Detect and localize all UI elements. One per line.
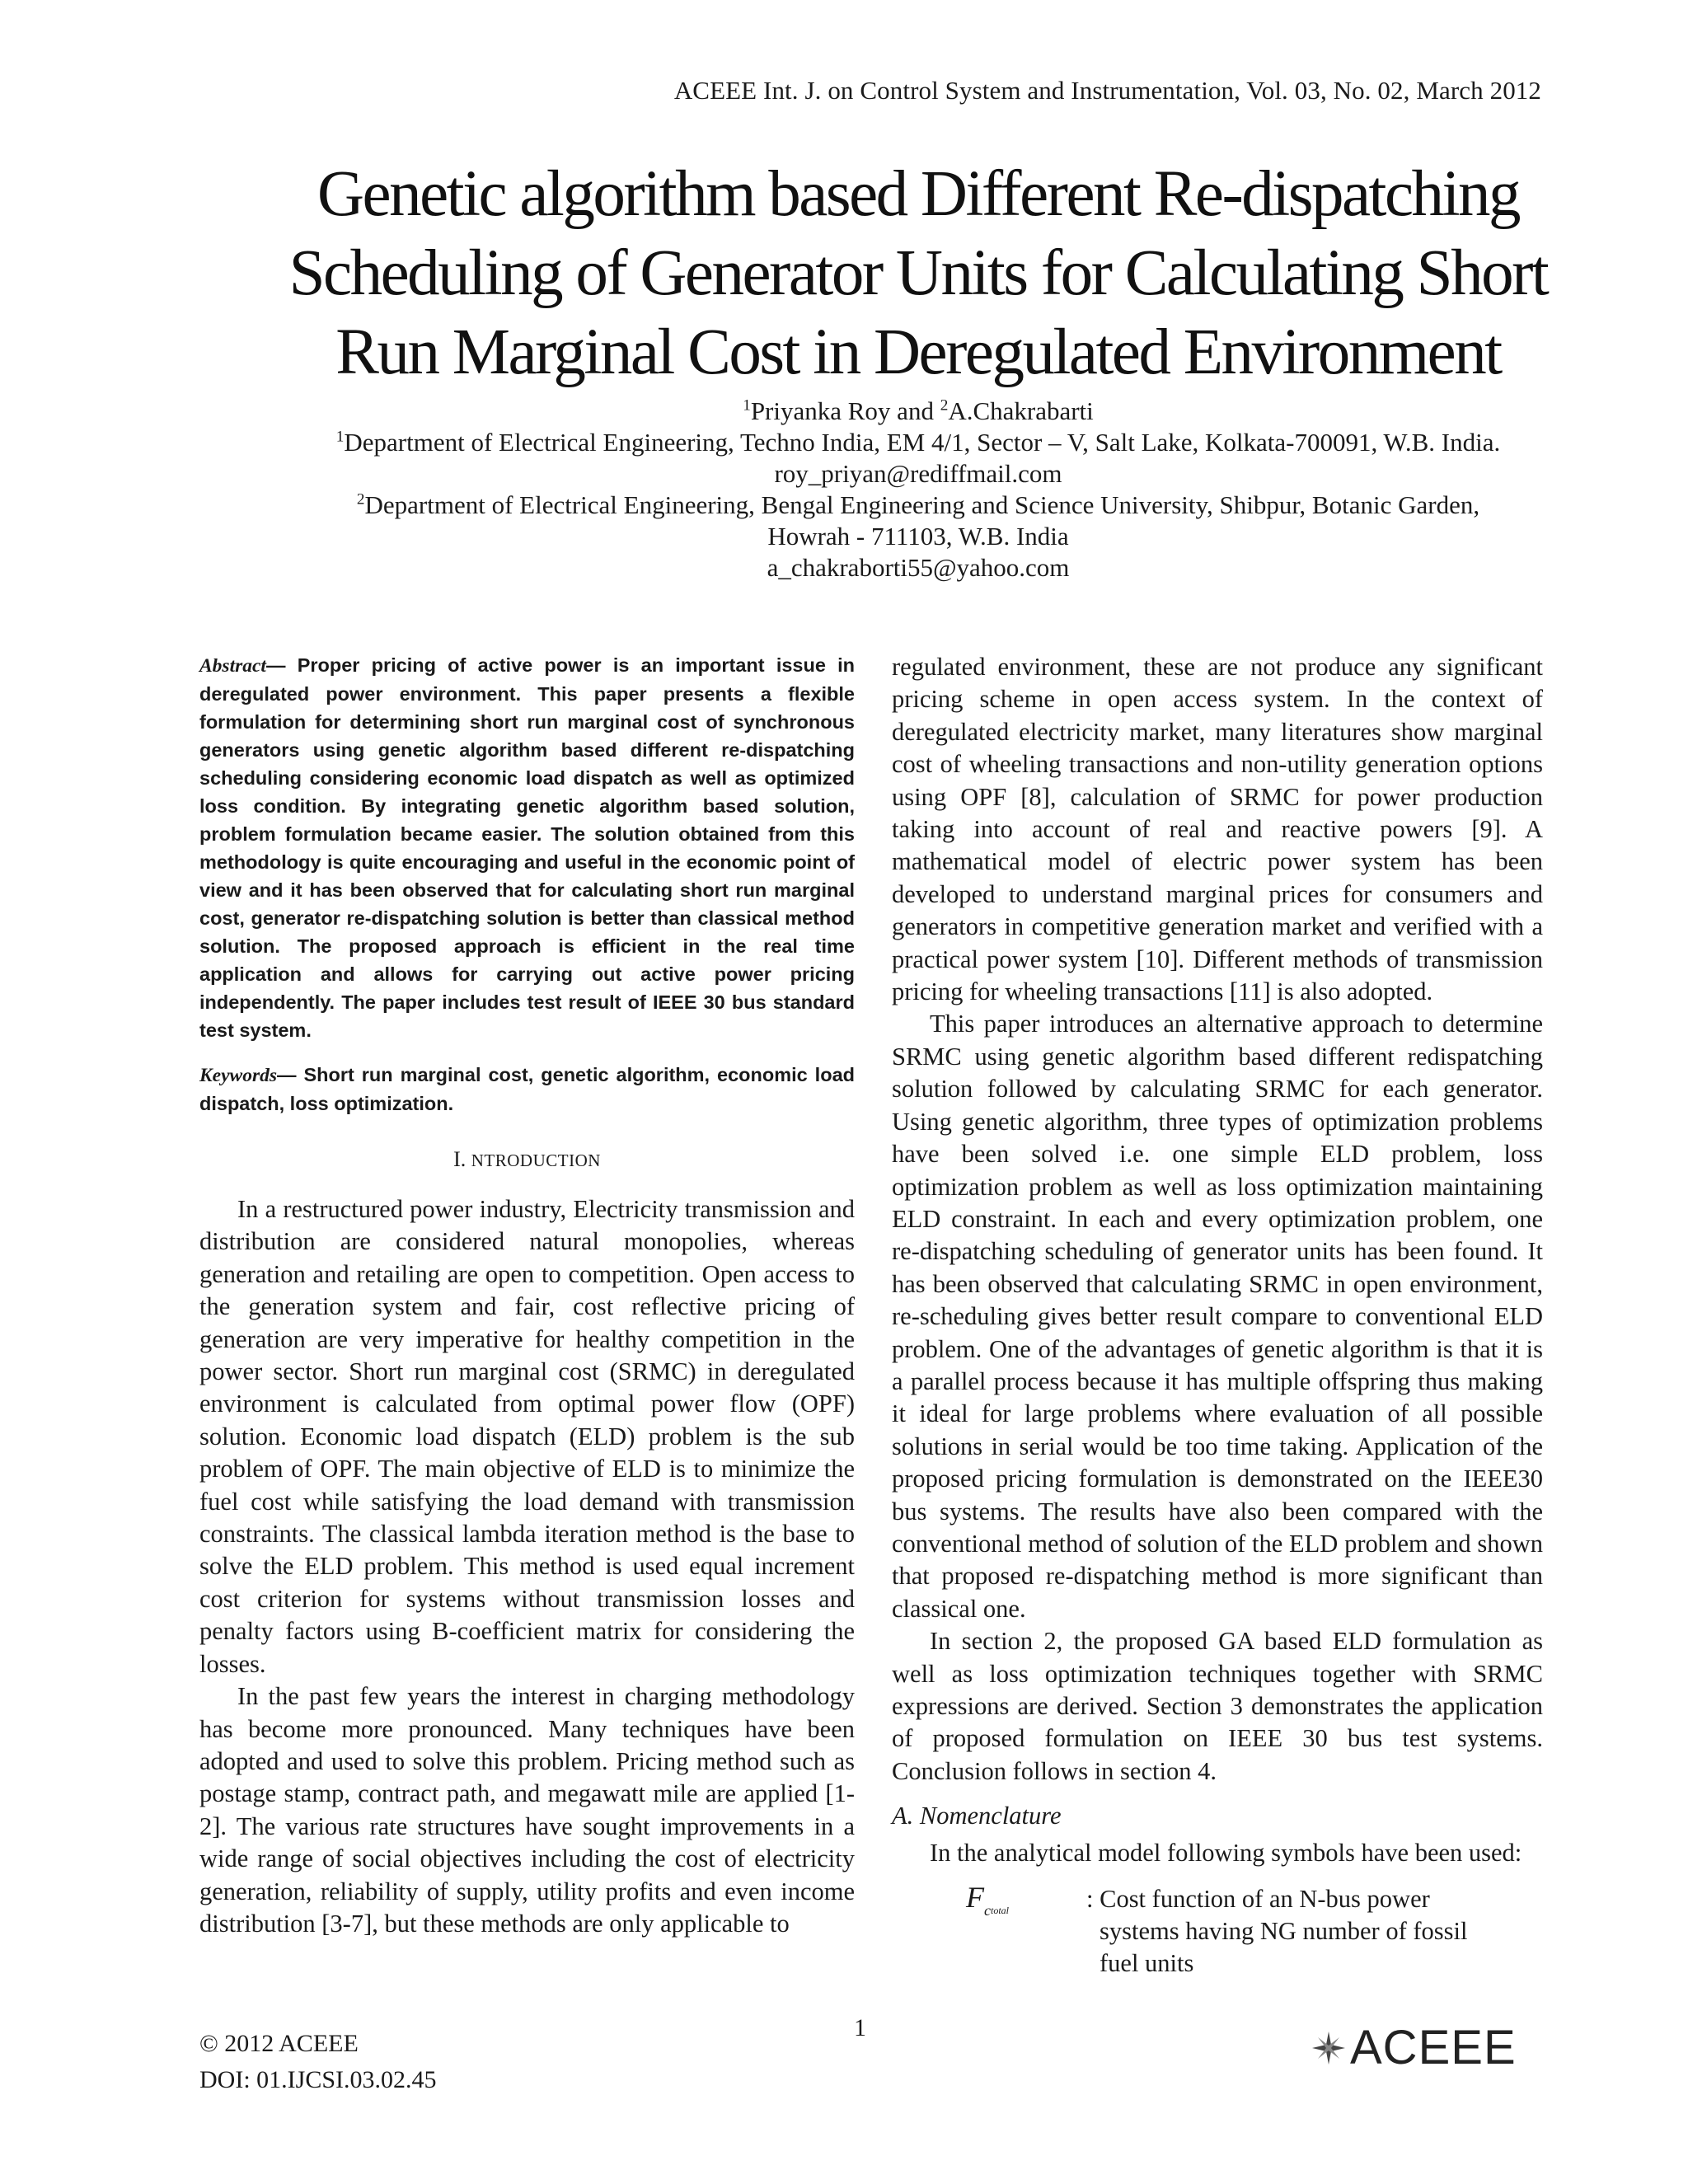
left-column [199,651,855,1940]
affiliation-1: $^1$Department of Electrical Engineering, Techno India, EM 4/1, Sector – V, Salt Lake, Kolkata-700091, W.B. India. [335,428,1501,457]
nomenclature-heading: A. Nomenclature [892,1802,1062,1830]
keywords-text: Short run marginal cost, genetic algorithm, economic load dispatch, loss optimization. [199,1064,855,1114]
author-names: $^1$Priyanka Roy and $^2$A.Chakrabarti [743,396,1094,425]
abstract: Abstract— Proper pricing of active power is an important issue in deregulated power environment. This paper presents a flexible formulation for determining short run marginal cost of synchronous generators using genetic algorithm based different re-dispatching scheduling considering economic load dispatch as well as optimized loss condition. By integrating genetic algorithm based solution, problem formulation became easier. The solution obtained from this methodology is quite encouraging and useful in the economic point of view and it has been observed that for calculating short run marginal cost, generator re-dispatching solution is better than classical method solution. The proposed approach is efficient in the real time application and allows for carrying out active power pricing independently. The paper includes test result of IEEE 30 bus standard test system. [199,654,856,1041]
title-line-1: Genetic algorithm based Different Re-dispatching [316,158,1520,230]
page-number: 1 [854,2014,866,2041]
right-paragraph-2: This paper introduces an alternative approach to determine SRMC using genetic algorithm based different redispatching solution followed by calculating SRMC for each generator. Using genetic algorithm, three types of optimization problems have been solved i.e. one simple ELD problem, loss optimization problem as well as loss optimization maintaining ELD constraint. In each and every optimization problem, one re-dispatching scheduling of generator units has been found. It has been observed that calculating SRMC in open environment, re-scheduling gives better result compare to conventional ELD problem. One of the advantages of genetic algorithm is that it is a parallel process because it has multiple offspring thus making it ideal for large problems where evaluation of all possible solutions in serial would be too time taking. Application of the proposed pricing formulation is demonstrated on the IEEE30 bus systems. The results have also been compared with the conventional method of solution of the ELD problem and shown that proposed re-dispatching method is more significant than classical one. [892,1010,1543,1623]
section-heading-introduction: I. NTRODUCTION [453,1147,601,1171]
doi-text: DOI: 01.IJCSI.03.02.45 [199,2066,437,2093]
cost-function-definition: : Cost function of an N-bus power systems having NG number of fossil fuel units [1086,1884,1468,1977]
aceee-logo [1311,2021,1517,2074]
right-paragraph-3: In section 2, the proposed GA based ELD formulation as well as loss optimization techniques together with SRMC expressions are derived. Section 3 demonstrates the application of proposed formulation on IEEE 30 bus test systems. Conclusion follows in section 4. [892,1627,1543,1785]
affiliation-2-address: Howrah - 711103, W.B. India [767,522,1069,551]
right-column [892,651,1543,1980]
paper-title [132,155,1688,392]
cost-function-symbol: $F_{ctotal}$ [966,1880,1010,1919]
author-block [132,396,1688,583]
title-line-2: Scheduling of Generator Units for Calculating Short [288,237,1548,309]
nomenclature-intro: In the analytical model following symbols have been used: [930,1839,1522,1868]
intro-paragraph-2: In the past few years the interest in charging methodology has become more pronounced. Many techniques have been adopted and used to solve this problem. Pricing method such as postage stamp, contract path, and megawatt mile are applied [1-2]. The various rate structures have sought improvements in a wide range of social objectives including the cost of electricity generation, reliability of supply, utility profits and even income distribution [3-7], but these methods are only applicable to [199,1682,855,1938]
logo-text: ACEEE [1350,2021,1517,2074]
affiliation-2: $^2$Department of Electrical Engineering, Bengal Engineering and Science University, Shibpur, Botanic Garden, [356,490,1480,519]
right-paragraph-1: regulated environment, these are not produce any significant pricing scheme in open access system. In the context of deregulated electricity market, many literatures show marginal cost of wheeling transactions and non-utility generation options using OPF [8], calculation of SRMC for power production taking into account of real and reactive powers [9]. A mathematical model of electric power system has been developed to understand marginal prices for consumers and generators in competitive generation market and verified with a practical power system [10]. Different methods of transmission pricing for wheeling transactions [11] is also adopted. [892,653,1543,1006]
keywords-label: Keywords [199,1065,277,1086]
title-line-3: Run Marginal Cost in Deregulated Environment [335,316,1501,388]
journal-header: ACEEE Int. J. on Control System and Instrumentation, Vol. 03, No. 02, March 2012 [673,76,1541,105]
footer-copyright [199,2026,437,2098]
keywords: Keywords— Short run marginal cost, genetic algorithm, economic load dispatch, loss optimization. [199,1064,855,1114]
intro-paragraph-1: In a restructured power industry, Electricity transmission and distribution are considered natural monopolies, whereas generation and retailing are open to competition. Open access to the generation system and fair, cost reflective pricing of generation are very imperative for healthy competition in the power sector. Short run marginal cost (SRMC) in deregulated environment is calculated from optimal power flow (OPF) solution. Economic load dispatch (ELD) problem is the sub problem of OPF. The main objective of ELD is to minimize the fuel cost while satisfying the load demand with transmission constraints. The classical lambda iteration method is the base to solve the ELD problem. This method is used equal increment cost criterion for systems without transmission losses and penalty factors using B-coefficient matrix for considering the losses. [199,1195,855,1678]
email-2: a_chakraborti55@yahoo.com [767,553,1070,582]
star-icon [1311,2030,1347,2066]
copyright-text: © 2012 ACEEE [199,2030,359,2057]
abstract-label: Abstract [199,655,266,677]
email-1: roy_priyan@rediffmail.com [774,459,1062,488]
abstract-text: Proper pricing of active power is an important issue in deregulated power environment. This paper presents a flexible formulation for determining short run marginal cost of synchronous generators using genetic algorithm based different re-dispatching scheduling considering economic load dispatch as well as optimized loss condition. By integrating genetic algorithm based solution, problem formulation became easier. The solution obtained from this methodology is quite encouraging and useful in the economic point of view and it has been observed that for calculating short run marginal cost, generator re-dispatching solution is better than classical method solution. The proposed approach is efficient in the real time application and allows for carrying out active power pricing independently. The paper includes test result of IEEE 30 bus standard test system. [199,654,856,1041]
nomenclature-entry [892,1878,1543,1980]
